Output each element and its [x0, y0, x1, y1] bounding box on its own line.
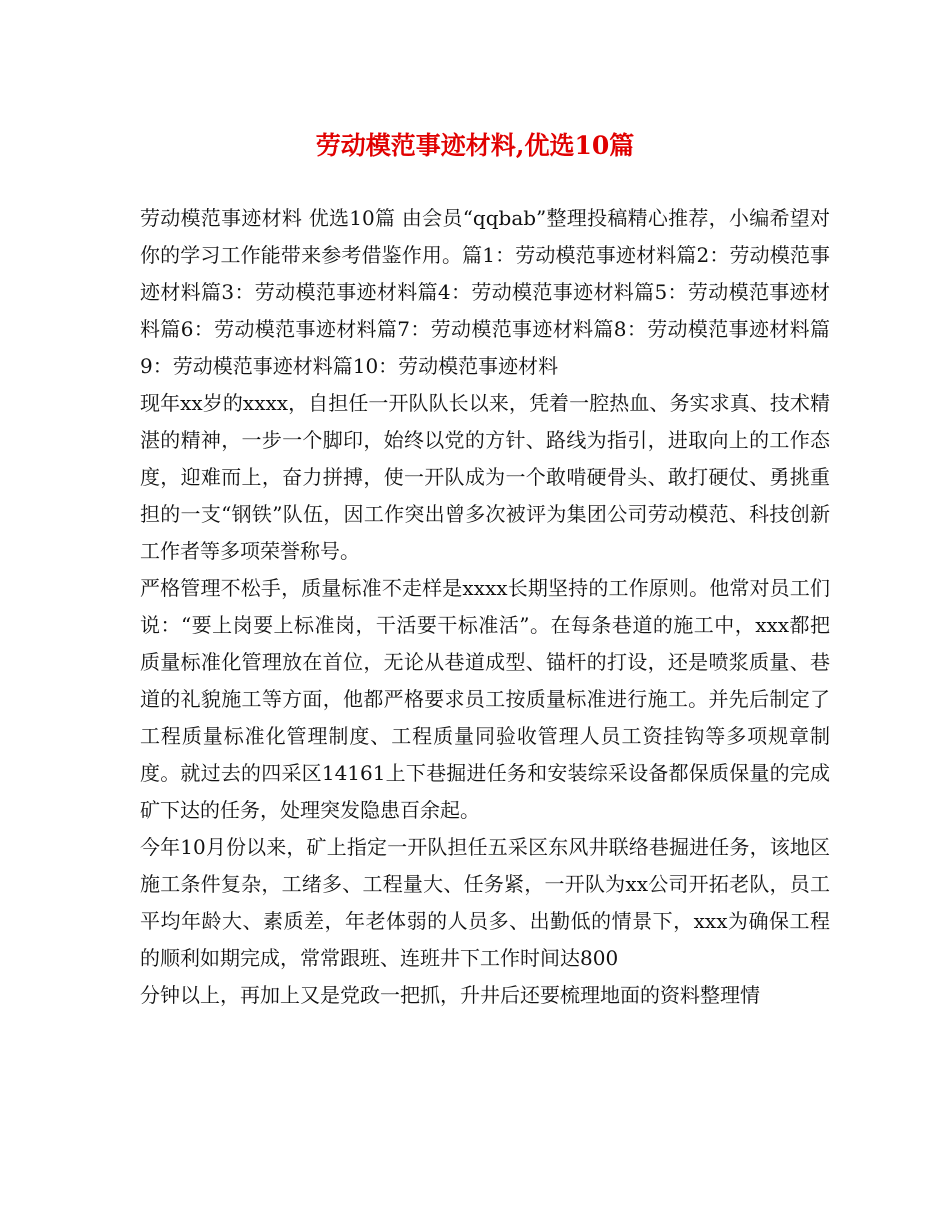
paragraph-continued: 分钟以上，再加上又是党政一把抓，升井后还要梳理地面的资料整理情: [140, 983, 760, 1007]
paragraph-profile: 现年xx岁的xxxx，自担任一开队队长以来，凭着一腔热血、务实求真、技术精湛的精神，一步一个脚印，始终以党的方针、路线为指引，进取向上的工作态度，迎难而上，奋力拼搏，使一开队成为一个敢啃硬骨头、敢打硬仗、勇挑重担的一支“钢铁”队伍，因工作突出曾多次被评为集团公司劳动模范、科技创新工作者等多项荣誉称号。: [140, 391, 830, 563]
paragraph-quality-management: 严格管理不松手，质量标准不走样是xxxx长期坚持的工作原则。他常对员工们说：“要上岗要上标准岗，干活要干标准活”。在每条巷道的施工中，xxx都把质量标准化管理放在首位，无论从巷道成型、锚杆的打设，还是喷浆质量、巷道的礼貌施工等方面，他都严格要求员工按质量标准进行施工。并先后制定了工程质量标准化管理制度、工程质量同验收管理人员工资挂钩等多项规章制度。就过去的四采区14161上下巷掘进任务和安装综采设备都保质保量的完成矿下达的任务，处理突发隐患百余起。: [140, 576, 830, 822]
document-title: 劳动模范事迹材料,优选10篇: [315, 131, 635, 160]
paragraph-october-task: 今年10月份以来，矿上指定一开队担任五采区东风井联络巷掘进任务，该地区施工条件复杂，工绪多、工程量大、任务紧，一开队为xx公司开拓老队，员工平均年龄大、素质差，年老体弱的人员多、出勤低的情景下，xxx为确保工程的顺利如期完成，常常跟班、连班井下工作时间达800: [140, 835, 830, 970]
document-body: [140, 200, 830, 1014]
paragraph-intro: 劳动模范事迹材料 优选10篇 由会员“qqbab”整理投稿精心推荐，小编希望对你的学习工作能带来参考借鉴作用。篇1：劳动模范事迹材料篇2：劳动模范事迹材料篇3：劳动模范事迹材料篇4：劳动模范事迹材料篇5：劳动模范事迹材料篇6：劳动模范事迹材料篇7：劳动模范事迹材料篇8：劳动模范事迹材料篇9：劳动模范事迹材料篇10：劳动模范事迹材料: [140, 206, 830, 378]
